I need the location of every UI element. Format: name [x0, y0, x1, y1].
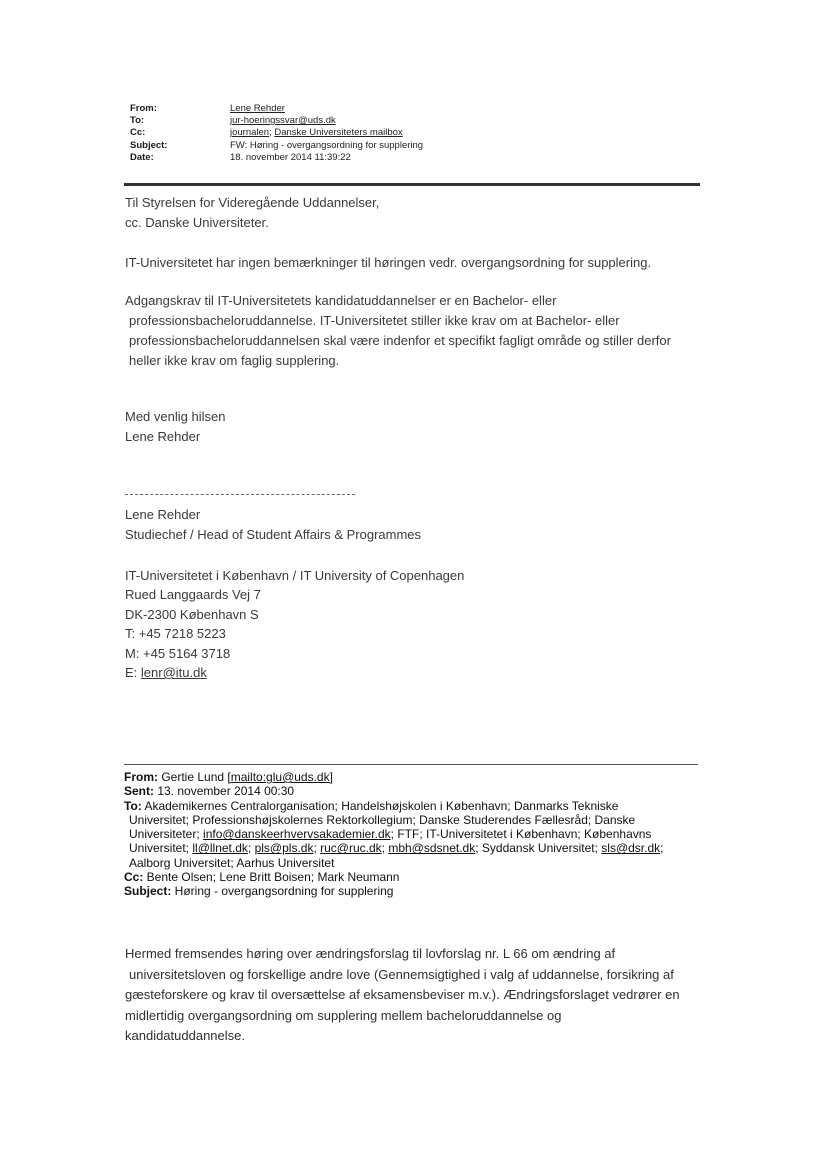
paragraph-2-line-1: Adgangskrav til IT-Universitetets kandidatuddannelser er en Bachelor- eller [125, 293, 557, 308]
fwd-sent-row [124, 784, 704, 798]
forwarded-body-line-3: gæsteforskere og krav til oversættelse af eksamensbeviser m.v.). Ændringsforslaget vedrører en [125, 987, 680, 1002]
fwd-to-link-sdsnet[interactable]: mbh@sdsnet.dk [388, 841, 476, 856]
fwd-cc-value: Bente Olsen; Lene Britt Boisen; Mark Neumann [143, 870, 400, 885]
greeting-line-2: cc. Danske Universiteter. [125, 215, 269, 230]
signature-name: Lene Rehder [125, 507, 201, 522]
paragraph-2-line-4: heller ikke krav om faglig supplering. [129, 353, 340, 368]
closing-line-2: Lene Rehder [125, 429, 201, 444]
header-date-value: 18. november 2014 11:39:22 [230, 151, 351, 163]
header-subject-row [130, 140, 423, 152]
signature-street: Rued Langgaards Vej 7 [125, 587, 261, 603]
header-cc-row [130, 127, 423, 139]
fwd-from-row [124, 770, 704, 784]
fwd-to-line-4-a: Universitet; [129, 841, 193, 856]
forwarded-body-line-1: Hermed fremsendes høring over ændringsforslag til lovforslag nr. L 66 om ændring af [125, 946, 616, 961]
signature-email-row [125, 663, 464, 682]
forward-divider [124, 764, 698, 765]
fwd-from-mailto[interactable]: [mailto:glu@uds.dk] [227, 770, 333, 784]
paragraph-2-line-3: professionsbacheloruddannelsen skal være indenfor et specifikt fagligt område og stiller derfor [129, 333, 671, 348]
closing-line-1: Med venlig hilsen [125, 409, 226, 424]
header-to-label: To: [130, 115, 145, 127]
fwd-sent-value: 13. november 2014 00:30 [154, 784, 295, 799]
header-cc-label: Cc: [130, 127, 146, 139]
fwd-to-line-2: Universitet; Professionshøjskolernes Rektorkollegium; Danske Studerendes Fællesråd; Danske [129, 812, 636, 827]
header-date-row [130, 152, 423, 164]
signature-mobile: M: +45 5164 3718 [125, 645, 231, 661]
fwd-sent-label: Sent: [124, 784, 154, 799]
header-to-row [130, 115, 423, 127]
header-subject-value: FW: Høring - overgangsordning for supplering [230, 139, 424, 151]
fwd-to-link-llnet[interactable]: ll@llnet.dk [192, 841, 248, 856]
email-header [130, 103, 423, 164]
fwd-cc-label: Cc: [124, 870, 144, 885]
greeting-line-1: Til Styrelsen for Videregående Uddannelser, [125, 195, 380, 210]
header-date-label: Date: [130, 151, 154, 163]
header-cc-journalen[interactable]: journalen [230, 127, 270, 139]
signature-email-link[interactable]: lenr@itu.dk [140, 665, 207, 681]
fwd-to-label: To: [124, 798, 142, 813]
forwarded-body [125, 944, 715, 1047]
signature-name-block [125, 505, 421, 545]
forwarded-body-line-5: kandidatuddannelse. [125, 1028, 245, 1043]
fwd-to-line-3 [124, 827, 704, 841]
header-cc-separator: ; [269, 127, 275, 139]
fwd-from-name: Gertie Lund [158, 770, 228, 784]
forwarded-header [124, 770, 704, 899]
greeting [125, 193, 379, 233]
fwd-subject-value: Høring - overgangsordning for supplering [171, 884, 394, 899]
fwd-subject-label: Subject: [124, 884, 172, 899]
header-to-value[interactable]: jur-hoeringssvar@uds.dk [230, 115, 336, 127]
fwd-to-line-3-b: ; FTF; IT-Universitetet i København; Københavns [390, 827, 652, 842]
fwd-to-line-4-b: ; Syddansk Universitet; [475, 841, 602, 856]
header-from-row [130, 103, 423, 115]
header-divider [124, 183, 700, 186]
fwd-to-line-4: Universitet; ll@llnet.dk; pls@pls.dk; ruc@ruc.dk; mbh@sdsnet.dk; Syddansk Universitet; sls@dsr.dk; [129, 841, 664, 856]
fwd-from-label: From: [124, 770, 158, 784]
signature-contact [125, 566, 464, 682]
signature-phone: T: +45 7218 5223 [125, 626, 226, 642]
fwd-to-row [124, 799, 704, 870]
fwd-subject-row [124, 884, 704, 898]
header-from-value[interactable]: Lene Rehder [230, 103, 285, 114]
forwarded-body-line-4: midlertidig overgangsordning om supplering mellem bacheloruddannelse og [125, 1007, 562, 1023]
fwd-to-line-5: Aalborg Universitet; Aarhus Universitet [129, 855, 335, 870]
fwd-to-link-ruc[interactable]: ruc@ruc.dk [320, 841, 382, 856]
header-cc-mailbox[interactable]: Danske Universiteters mailbox [274, 127, 403, 139]
header-subject-label: Subject: [130, 139, 168, 151]
fwd-to-line-3-a: Universiteter; [129, 827, 204, 842]
signature-email-prefix: E: [125, 665, 141, 681]
closing [125, 407, 225, 447]
paragraph-2-line-2: professionsbacheloruddannelse. IT-Universitetet stiller ikke krav om at Bachelor- eller [129, 313, 620, 328]
header-from-label: From: [130, 103, 157, 114]
fwd-to-line-1: Akademikernes Centralorganisation; Handelshøjskolen i København; Danmarks Tekniske [141, 798, 619, 813]
signature-title: Studiechef / Head of Student Affairs & Programmes [125, 527, 422, 542]
forwarded-body-line-2: universitetsloven og forskellige andre love (Gennemsigtighed i valg af uddannelse, forsikring af [129, 966, 674, 982]
signature-city: DK-2300 København S [125, 606, 259, 622]
fwd-to-link-pls[interactable]: pls@pls.dk [254, 841, 314, 856]
fwd-to-link-erhvervsakademier[interactable]: info@danskeerhvervsakademier.dk [203, 827, 391, 842]
paragraph-2 [125, 291, 705, 371]
paragraph-1: IT-Universitetet har ingen bemærkninger til høringen vedr. overgangsordning for supplering. [125, 255, 652, 270]
signature-divider [125, 494, 355, 495]
fwd-to-link-dsr[interactable]: sls@dsr.dk [601, 841, 661, 856]
signature-org: IT-Universitetet i København / IT University of Copenhagen [125, 568, 465, 583]
fwd-cc-row [124, 870, 704, 884]
